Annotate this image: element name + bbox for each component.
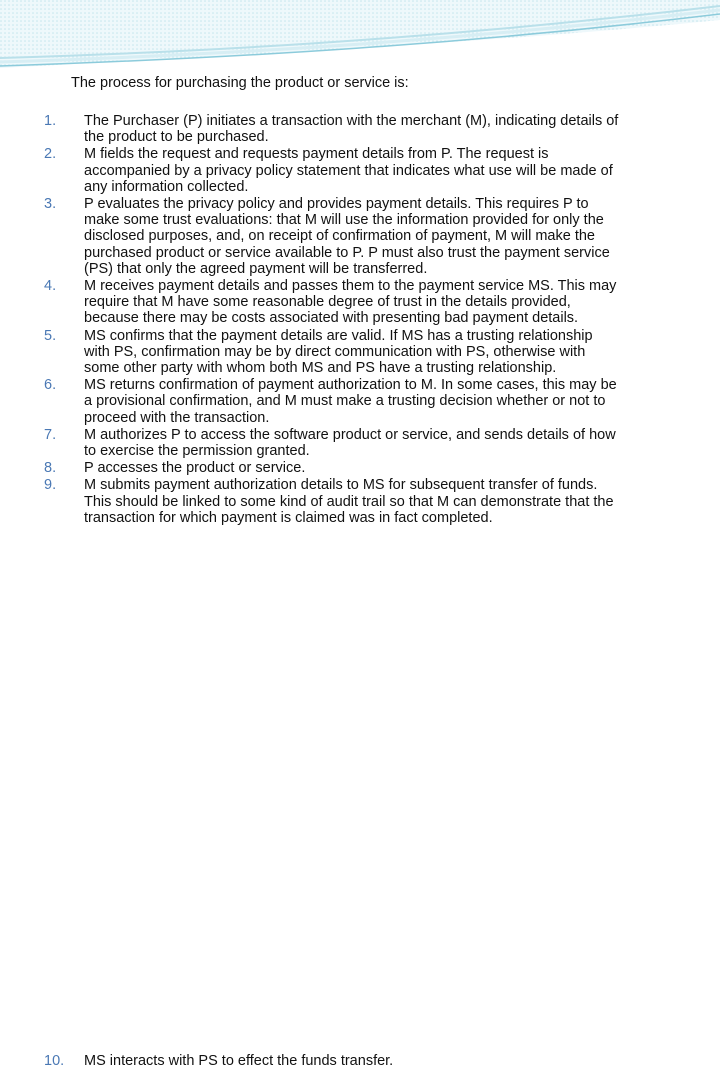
- step-number: 8.: [44, 460, 57, 477]
- step-number: 5.: [44, 327, 57, 344]
- list-item: [0, 1053, 720, 1069]
- step-text: The Purchaser (P) initiates a transaction with the merchant (M), indicating details of the product to be purchased.: [84, 113, 619, 146]
- step-text: M submits payment authorization details to MS for subsequent transfer of funds. This should be linked to some kind of audit trail so that M can demonstrate that the transaction for which payment is claimed was in fact completed.: [84, 477, 614, 526]
- step-number: 9.: [44, 477, 57, 494]
- step-number: 2.: [44, 146, 57, 163]
- step-number: 3.: [44, 196, 57, 213]
- step-number: 7.: [44, 426, 57, 443]
- step-text: MS returns confirmation of payment authorization to M. In some cases, this may be a provisional confirmation, and M must make a trusting decision whether or not to proceed with the transaction.: [84, 377, 617, 426]
- step-text: MS interacts with PS to effect the funds transfer.: [84, 1053, 394, 1069]
- list-item: [0, 196, 720, 277]
- list-item: [0, 427, 720, 459]
- step-number: 10.: [44, 1053, 65, 1069]
- intro-text: The process for purchasing the product or service is:: [71, 75, 409, 91]
- list-item: [0, 328, 720, 377]
- step-text: M fields the request and requests payment details from P. The request is accompanied by a privacy policy statement that indicates what use will be made of any information collected.: [84, 146, 613, 195]
- list-item: [0, 377, 720, 426]
- step-text: M authorizes P to access the software product or service, and sends details of how to exercise the permission granted.: [84, 426, 616, 460]
- list-item: [0, 113, 720, 145]
- step-text: P accesses the product or service.: [84, 460, 306, 477]
- header-swoosh-decoration: [0, 0, 720, 70]
- process-steps-list: [0, 113, 720, 1069]
- step-text: M receives payment details and passes them to the payment service MS. This may require that M have some reasonable degree of trust in the details provided, because there may be costs associated with presenting bad payment details.: [84, 278, 617, 327]
- step-text: MS confirms that the payment details are valid. If MS has a trusting relationship with PS, confirmation may be by direct communication with PS, otherwise with some other party with whom both MS and PS have a trusting relationship.: [84, 327, 593, 377]
- step-text: P evaluates the privacy policy and provides payment details. This requires P to make some trust evaluations: that M will use the information provided for only the disclosed purposes, and, on receipt of confirmation of payment, M will make the purchased product or service available to P. P must also trust the payment service (PS) that only the agreed payment will be transferred.: [84, 196, 610, 277]
- step-number: 4.: [44, 278, 57, 295]
- step-number: 6.: [44, 377, 57, 394]
- step-number: 1.: [44, 113, 57, 129]
- list-item: [0, 278, 720, 327]
- list-item: [0, 146, 720, 195]
- list-item: [0, 460, 720, 476]
- list-item: [0, 477, 720, 526]
